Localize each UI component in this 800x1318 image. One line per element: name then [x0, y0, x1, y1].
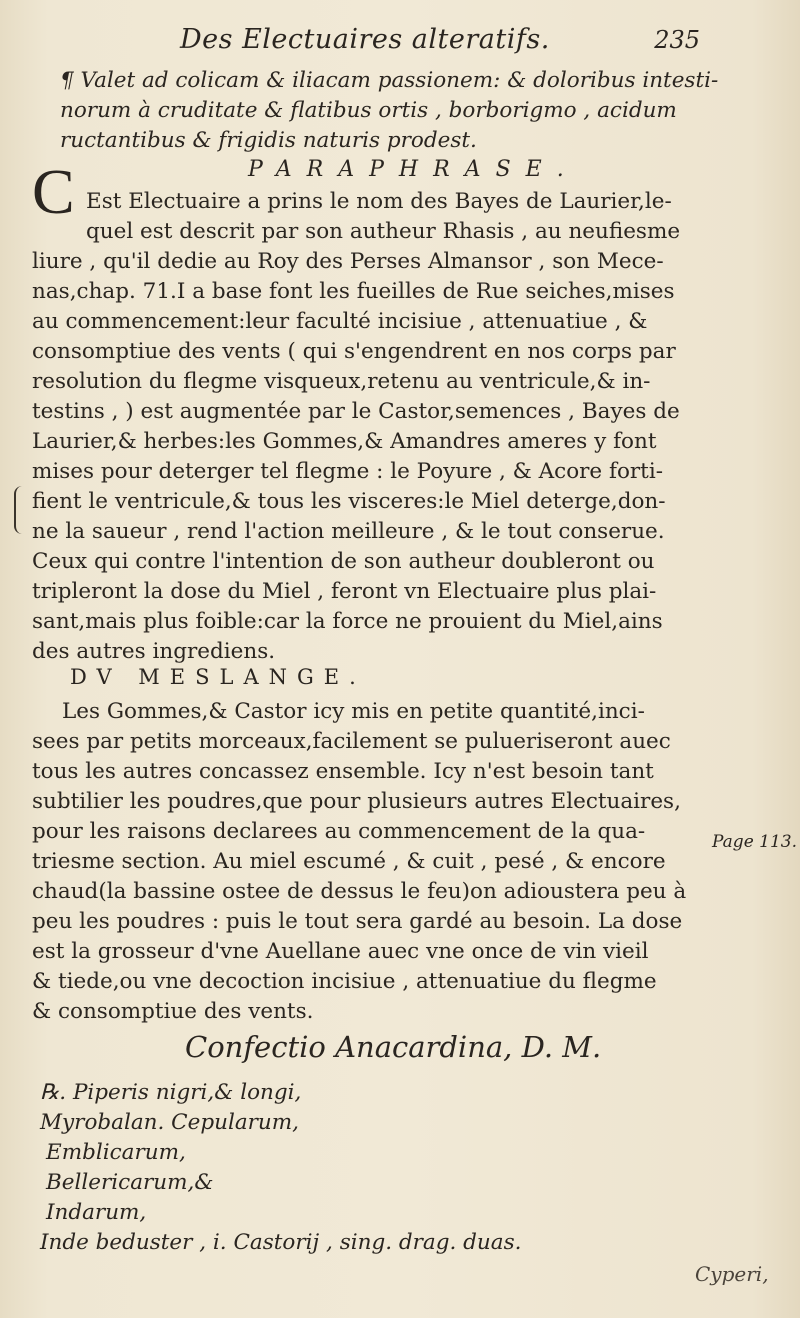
melange-line-7: chaud(la bassine ostee de dessus le feu)on adioustera peu à: [32, 879, 687, 904]
margin-bracket: [14, 486, 26, 534]
paraphrase-line-7: resolution du flegme visqueux,retenu au ventricule,& in-: [32, 369, 651, 394]
paraphrase-line-11: fient le ventricule,& tous les visceres:le Miel deterge,don-: [32, 489, 666, 514]
margin-page-reference: Page 113.: [712, 832, 798, 852]
paraphrase-line-3: liure , qu'il dedie au Roy des Perses Almansor , son Mece-: [32, 249, 664, 274]
recipe-line-6: Inde beduster , i. Castorij , sing. drag. duas.: [40, 1230, 522, 1255]
melange-line-3: tous les autres concassez ensemble. Icy n'est besoin tant: [32, 759, 654, 784]
melange-line-5: pour les raisons declarees au commencement de la qua-: [32, 819, 646, 844]
intro-line-1: ¶ Valet ad colicam & iliacam passionem: & doloribus intesti-: [60, 68, 719, 93]
paraphrase-line-16: des autres ingrediens.: [32, 639, 276, 664]
melange-line-2: sees par petits morceaux,facilement se pulueriseront auec: [32, 729, 671, 754]
paraphrase-line-13: Ceux qui contre l'intention de son autheur doubleront ou: [32, 549, 655, 574]
paraphrase-line-14: tripleront la dose du Miel , feront vn Electuaire plus plai-: [32, 579, 657, 604]
melange-line-9: est la grosseur d'vne Auellane auec vne once de vin vieil: [32, 939, 649, 964]
recipe-line-5: Indarum,: [46, 1200, 147, 1225]
recipe-line-1: ℞. Piperis nigri,& longi,: [40, 1080, 302, 1105]
melange-line-8: peu les poudres : puis le tout sera gardé au besoin. La dose: [32, 909, 683, 934]
recipe-line-2: Myrobalan. Cepularum,: [40, 1110, 299, 1135]
paraphrase-line-10: mises pour deterger tel flegme : le Poyure , & Acore forti-: [32, 459, 663, 484]
drop-capital: C: [32, 156, 75, 227]
melange-title: DV MESLANGE.: [70, 665, 366, 689]
melange-line-6: triesme section. Au miel escumé , & cuit , pesé , & encore: [32, 849, 666, 874]
melange-line-11: & consomptiue des vents.: [32, 999, 314, 1024]
paraphrase-line-1: Est Electuaire a prins le nom des Bayes de Laurier,le-: [86, 189, 672, 214]
paraphrase-line-12: ne la saueur , rend l'action meilleure , & le tout conserue.: [32, 519, 665, 544]
melange-line-1: Les Gommes,& Castor icy mis en petite quantité,inci-: [62, 699, 645, 724]
paraphrase-line-15: sant,mais plus foible:car la force ne prouient du Miel,ains: [32, 609, 663, 634]
paraphrase-line-5: au commencement:leur faculté incisiue , attenuatiue , &: [32, 309, 648, 334]
paraphrase-line-8: testins , ) est augmentée par le Castor,semences , Bayes de: [32, 399, 680, 424]
paraphrase-line-4: nas,chap. 71.I a base font les fueilles de Rue seiches,mises: [32, 279, 675, 304]
melange-line-10: & tiede,ou vne decoction incisiue , attenuatiue du flegme: [32, 969, 657, 994]
recipe-line-3: Emblicarum,: [46, 1140, 186, 1165]
page-number: 235: [654, 26, 700, 54]
paraphrase-line-2: quel est descrit par son autheur Rhasis , au neufiesme: [86, 219, 681, 244]
paraphrase-line-9: Laurier,& herbes:les Gommes,& Amandres ameres y font: [32, 429, 657, 454]
melange-line-4: subtilier les poudres,que pour plusieurs autres Electuaires,: [32, 789, 681, 814]
running-title: Des Electuaires alteratifs.: [180, 24, 550, 55]
recipe-line-4: Bellericarum,&: [46, 1170, 214, 1195]
formula-title: Confectio Anacardina, D. M.: [185, 1030, 602, 1064]
intro-line-3: ructantibus & frigidis naturis prodest.: [60, 128, 477, 153]
paraphrase-line-6: consomptiue des vents ( qui s'engendrent en nos corps par: [32, 339, 676, 364]
intro-line-2: norum à cruditate & flatibus ortis , borborigmo , acidum: [60, 98, 677, 123]
page-header: [180, 24, 700, 64]
paraphrase-title: PARAPHRASE.: [248, 157, 579, 182]
catchword: Cyperi,: [695, 1262, 769, 1286]
